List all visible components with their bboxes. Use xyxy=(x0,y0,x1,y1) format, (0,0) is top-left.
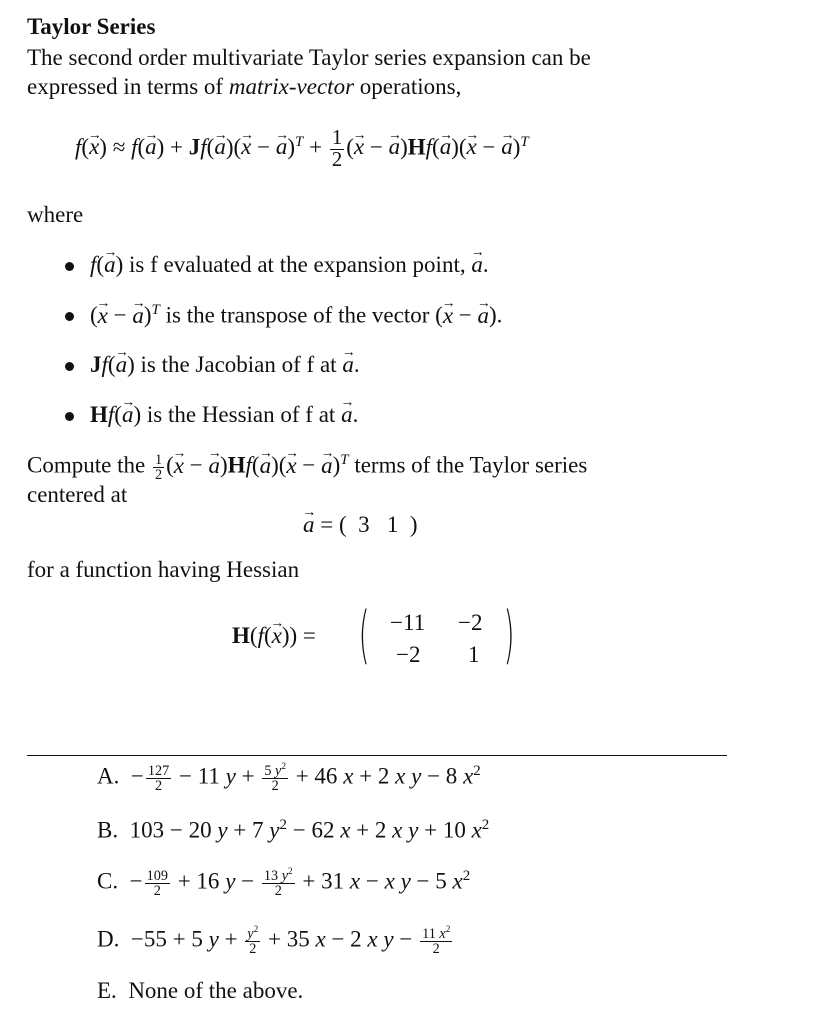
option-b[interactable]: B. 103 − 20 y + 7 $y^2 - 62$ x + 2 x y + 10 $x^2$ xyxy=(97,817,490,843)
bullet-dot xyxy=(65,312,74,321)
center-x: 3 xyxy=(358,512,370,537)
divider xyxy=(27,755,727,756)
option-label: D. xyxy=(97,926,120,952)
intro-prefix: expressed in terms of xyxy=(27,74,229,99)
option-d[interactable]: D. −55 + 5 y + $\frac{y^2}{2}$ + 35 x − 2 x y − $\frac{11 x^2}{2}$ xyxy=(97,925,451,958)
center-vector: a → = ( 3 1 ) xyxy=(303,512,418,538)
bullet-text: is the transpose of the vector xyxy=(159,302,436,328)
bullet-item-3: Jf(a →) is the Jacobian of f at a →. xyxy=(90,352,360,378)
hessian-cell: −2 xyxy=(396,642,421,667)
intro-suffix: operations, xyxy=(354,74,462,99)
hessian-label: H(f(x →)) = xyxy=(232,623,316,649)
bullet-item-1: f(a →) is f evaluated at the expansion point, a →. xyxy=(90,252,489,278)
bullet-text: is f evaluated at the expansion point, xyxy=(123,252,472,277)
intro-line-2 xyxy=(27,74,461,100)
question-suffix: terms of the Taylor series xyxy=(348,452,588,478)
question-prefix: Compute the xyxy=(27,452,151,478)
bullet-item-4: Hf(a →) is the Hessian of f at a →. xyxy=(90,402,358,428)
intro-emphasis: matrix-vector xyxy=(228,74,355,99)
bullet-dot xyxy=(65,362,74,371)
center-y: 1 xyxy=(386,512,399,537)
taylor-equation: f(x →) ≈ f(a →) + Jf(a →)(x → − a →)$^T$ + $\frac{1}{2}$ (x → − a →)Hf(a →)(x → − a →)$^T$ xyxy=(75,128,529,170)
hessian-intro: for a function having Hessian xyxy=(27,557,300,582)
hessian-cell: −2 xyxy=(458,610,483,635)
bullet-dot xyxy=(65,412,74,421)
option-text: None of the above. xyxy=(128,978,304,1003)
bullet-item-2: (x → − a →)$^T$ is the transpose of the vector (x → − a →). xyxy=(90,302,502,329)
question-line-2: centered at xyxy=(27,482,128,507)
hessian-cell: −11 xyxy=(390,610,426,635)
option-label: A. xyxy=(97,763,120,789)
option-label: E. xyxy=(97,978,117,1003)
bullet-dot xyxy=(65,262,74,271)
section-title: Taylor Series xyxy=(27,14,156,39)
option-label: B. xyxy=(97,817,119,843)
hessian-left-paren: ( xyxy=(358,598,370,671)
hessian-cell: 1 xyxy=(468,642,480,667)
where-label: where xyxy=(27,202,84,227)
bullet-text: is the Jacobian of f at xyxy=(134,352,343,377)
option-e[interactable] xyxy=(97,978,303,1004)
option-label: C. xyxy=(97,868,119,894)
question-line-1: Compute the $\frac{1}{2}$ (x → − a →)Hf(a →)(x → − a →)$^T$ terms of the Taylor series xyxy=(27,452,587,482)
intro-line-1: The second order multivariate Taylor series expansion can be xyxy=(27,45,591,70)
hessian-right-paren: ) xyxy=(503,598,515,671)
bullet-text: is the Hessian of f at xyxy=(141,402,342,427)
option-c[interactable]: C. − $\frac{109}{2}$ + 16 y − $\frac{13 y^2}{2}$ + 31 x − x y − 5 $x^2$ xyxy=(97,867,471,900)
option-a[interactable]: A. − $\frac{127}{2}$ − 11 y + $\frac{5 y^2}{2}$ + 46 x + 2 x y − 8 $x^2$ xyxy=(97,762,481,795)
